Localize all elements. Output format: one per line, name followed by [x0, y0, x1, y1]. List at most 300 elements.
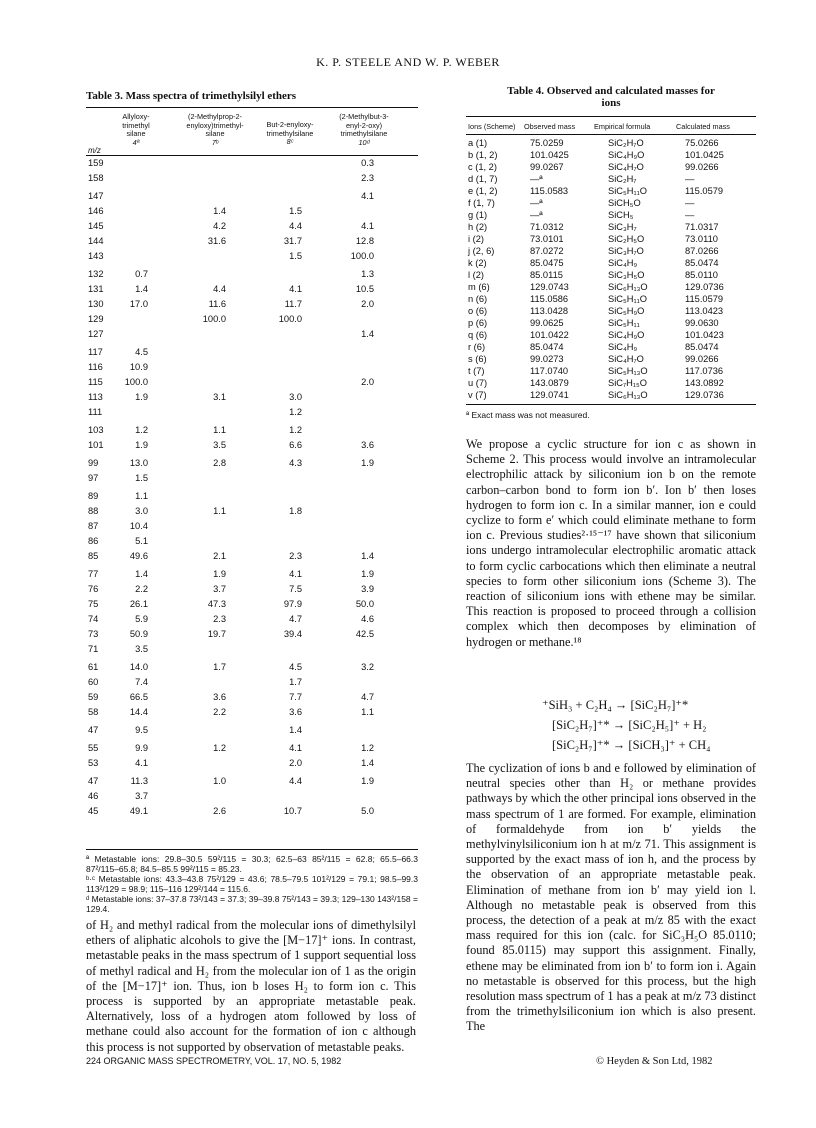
- table3-bottom-rule: [86, 849, 418, 850]
- table4-cell: 143.0879: [530, 378, 569, 388]
- table4-cell: 101.0425: [530, 150, 569, 160]
- table3-cell-mz: 144: [88, 236, 104, 246]
- table3-row: [86, 425, 416, 436]
- table3-row: [86, 584, 416, 595]
- table3-cell: 2.3: [361, 173, 374, 183]
- table3-cell-mz: 75: [88, 599, 99, 609]
- table4-row: [466, 173, 756, 185]
- table3-cell: 1.9: [361, 458, 374, 468]
- table3-row: [86, 299, 416, 310]
- table3-row: [86, 614, 416, 625]
- table4-row: [466, 233, 756, 245]
- table3-row: [86, 314, 416, 325]
- table4-cell: SiC₇H₁₅O: [608, 378, 648, 388]
- table3-cell: 5.0: [361, 806, 374, 816]
- table3-cell-mz: 74: [88, 614, 99, 624]
- table3-cell-mz: 111: [88, 407, 103, 417]
- table4-bottom-rule: [466, 404, 756, 405]
- table3-cell: 1.9: [135, 440, 148, 450]
- table3-cell-mz: 147: [88, 191, 104, 201]
- table4-cell: 99.0266: [685, 162, 719, 172]
- table3-cell-mz: 61: [88, 662, 99, 672]
- table3-row: [86, 707, 416, 718]
- table3-cell: 4.4: [289, 221, 302, 231]
- table3-row: [86, 221, 416, 232]
- table4-footnote: ª Exact mass was not measured.: [466, 410, 590, 420]
- table3-cell: 1.5: [289, 251, 302, 261]
- table3-header-col4: (2-Methylbut-3- enyl-2-oxy) trimethylsilane 10ᵈ: [339, 112, 389, 147]
- table3-cell: 7.5: [289, 584, 302, 594]
- table4-cell: —ª: [530, 174, 543, 184]
- table3-cell: 2.1: [213, 551, 226, 561]
- table4-cell: 115.0586: [530, 294, 569, 304]
- table3-cell-mz: 115: [88, 377, 103, 387]
- table4-cell: 115.0579: [685, 294, 724, 304]
- table4-cell: s (6): [468, 354, 487, 364]
- table4-cell: SiC₅H₁₃O: [608, 366, 648, 376]
- table4-cell: SiC₂H₇: [608, 174, 637, 184]
- table3-cell: 1.7: [213, 662, 226, 672]
- table3-cell: 19.7: [207, 629, 226, 639]
- table3-cell: 10.4: [129, 521, 148, 531]
- table3-row: [86, 392, 416, 403]
- table4-row: [466, 365, 756, 377]
- table4-cell: SiC₂H₇O: [608, 138, 644, 148]
- table4-cell: 85.0475: [530, 258, 564, 268]
- table4-cell: 85.0474: [685, 342, 719, 352]
- table3-cell: 100.0: [350, 251, 374, 261]
- table4-cell: —ª: [530, 210, 543, 220]
- table4-cell: 129.0743: [530, 282, 569, 292]
- table3-cell: 1.9: [213, 569, 226, 579]
- table3-cell-mz: 97: [88, 473, 99, 483]
- table3-row: [86, 506, 416, 517]
- table3-cell: 7.7: [289, 692, 302, 702]
- table4-cell: 101.0423: [685, 330, 724, 340]
- table3-cell: 2.8: [213, 458, 226, 468]
- table3-header-mz: m/z: [88, 146, 101, 155]
- table3-cell: 1.1: [213, 506, 226, 516]
- table3-cell-mz: 53: [88, 758, 99, 768]
- table3-row: [86, 677, 416, 688]
- table3-row: [86, 491, 416, 502]
- table3-cell-mz: 58: [88, 707, 99, 717]
- table3-cell: 1.0: [213, 776, 226, 786]
- table4-cell: 87.0266: [685, 246, 719, 256]
- table3-footnotes: ª Metastable ions: 29.8–30.5 59²/115 = 30.3; 62.5–63 85²/115 = 62.8; 65.5–66.3 87²/115–65.8; 84.5–85.5 99²/115 = 85.23. ᵇ·ᶜ Metastable ions: 43.3–43.8 75²/129 = 43.6; 78.5–79.5 101²/129 = 79.1; 98.5–99.3 113²/129 = 98.9; 115–116 129²/144 = 115.6. ᵈ Metastable ions: 37–37.8 73²/143 = 37.3; 39–39.8 75²/143 = 39.3; 129–130 143²/158 = 129.4.: [86, 854, 418, 914]
- table3-cell-mz: 113: [88, 392, 103, 402]
- table3-header-col1: Allyloxy- trimethyl silane 4ª: [122, 112, 150, 147]
- table4-cell: g (1): [468, 210, 488, 220]
- table3-cell: 1.4: [289, 725, 302, 735]
- table3-cell: 39.4: [283, 629, 302, 639]
- table3-row: [86, 173, 416, 184]
- table3-cell: 100.0: [278, 314, 302, 324]
- left-paragraph: of H₂ and methyl radical from the molecular ions of dimethylsilyl ethers of aliphatic alcohols to give the [M−17]⁺ ions. In contrast, metastable peaks in the mass spectrum of 1 support sequential loss of methyl radical and H₂ from the molecular ion of 1 as the origin of the [M−17]⁺ ion. Thus, ion b loses H₂ to form ion c. This process is supported by an appropriate metastable peak. Alternatively, loss of a hydrogen atom followed by loss of methane could also account for the formation of ion c although this process is not supported by observation of metastable peaks.: [86, 918, 416, 1054]
- table3-cell: 1.3: [361, 269, 374, 279]
- table3-cell-mz: 132: [88, 269, 104, 279]
- table3-cell-mz: 117: [88, 347, 103, 357]
- table3-row: [86, 269, 416, 280]
- table3-cell: 17.0: [129, 299, 148, 309]
- table3-row: [86, 725, 416, 736]
- table3-cell: 2.0: [361, 377, 374, 387]
- table3-row: [86, 551, 416, 562]
- table4-cell: —ª: [530, 198, 543, 208]
- table3-cell: 2.0: [289, 758, 302, 768]
- table4-cell: b (1, 2): [468, 150, 498, 160]
- table3-cell: 1.5: [289, 206, 302, 216]
- table3-cell-mz: 45: [88, 806, 99, 816]
- table3-cell: 3.1: [213, 392, 226, 402]
- table3-row: [86, 191, 416, 202]
- table3-cell: 4.4: [289, 776, 302, 786]
- table4-cell: c (1, 2): [468, 162, 497, 172]
- table3-row: [86, 458, 416, 469]
- table4-cell: SiC₆H₁₃O: [608, 390, 648, 400]
- table3-cell: 3.9: [361, 584, 374, 594]
- table4-row: [466, 389, 756, 401]
- table3-cell: 7.4: [135, 677, 148, 687]
- right-paragraph-1: We propose a cyclic structure for ion c as shown in Scheme 2. This process would involve an intramolecular electrophilic attack by siliconium ion b on the remote carbon–carbon bond to form ion b′. Ion b′ then loses hydrogen to form ion c. In a similar manner, ion e could cyclize to form e′ which could eliminate methane to form ion c. Previous studies²·¹⁵⁻¹⁷ have shown that siliconium ions undergo intramolecular electrophilic aromatic attack to form cyclic carbocations which then eliminate a neutral species to form other siliconium ions (Scheme 3). The reaction of siliconium ions with ethene may be similar. This reaction is proposed to proceed through a collision complex which then decomposes by elimination of hydrogen or methane.¹⁸: [466, 437, 756, 649]
- table3-cell: 4.7: [361, 692, 374, 702]
- table3-header-col2: (2-Methylprop-2- enyloxy)trimethyl- silane 7ᵇ: [186, 112, 244, 147]
- table3-cell: 3.6: [361, 440, 374, 450]
- table3-cell-mz: 87: [88, 521, 99, 531]
- table3-row: [86, 377, 416, 388]
- table4-cell: t (7): [468, 366, 485, 376]
- table3-cell-mz: 88: [88, 506, 99, 516]
- table3-cell: 4.1: [135, 758, 148, 768]
- table3-row: [86, 440, 416, 451]
- table4-cell: 73.0110: [685, 234, 718, 244]
- table3-cell: 5.1: [135, 536, 148, 546]
- table4-row: [466, 137, 756, 149]
- table3-cell: 1.2: [361, 743, 374, 753]
- table3-cell: 1.8: [289, 506, 302, 516]
- table3-cell-mz: 143: [88, 251, 104, 261]
- table4-cell: 71.0312: [530, 222, 564, 232]
- table4-row: [466, 161, 756, 173]
- table3-cell: 1.2: [213, 743, 226, 753]
- table4-cell: 99.0625: [530, 318, 564, 328]
- table3-cell: 10.5: [355, 284, 374, 294]
- table4-row: [466, 293, 756, 305]
- table3-cell-mz: 73: [88, 629, 99, 639]
- table4-cell: 101.0425: [685, 150, 724, 160]
- table3-cell: 3.5: [135, 644, 148, 654]
- table3-cell: 9.9: [135, 743, 148, 753]
- table4-cell: 85.0474: [530, 342, 564, 352]
- table3-cell: 2.0: [361, 299, 374, 309]
- table4-row: [466, 185, 756, 197]
- table3-cell: 1.7: [289, 677, 302, 687]
- table3-cell: 100.0: [124, 377, 148, 387]
- table3-cell: 1.5: [135, 473, 148, 483]
- table4-cell: 99.0273: [530, 354, 564, 364]
- table3-cell-mz: 130: [88, 299, 104, 309]
- table3-row: [86, 644, 416, 655]
- table3-cell: 2.3: [213, 614, 226, 624]
- table3-row: [86, 743, 416, 754]
- table3-cell: 2.6: [213, 806, 226, 816]
- table3-cell: 1.9: [361, 776, 374, 786]
- table3-cell-mz: 59: [88, 692, 99, 702]
- table4-cell: 113.0423: [685, 306, 724, 316]
- table3-cell: 1.4: [361, 551, 374, 561]
- table3-top-rule: [86, 107, 418, 108]
- table4-row: [466, 221, 756, 233]
- table3-cell: 13.0: [129, 458, 148, 468]
- table3-row: [86, 158, 416, 169]
- table3-row: [86, 473, 416, 484]
- table4-cell: e (1, 2): [468, 186, 498, 196]
- table3-cell: 3.6: [213, 692, 226, 702]
- table3-header-rule: [86, 155, 418, 156]
- table3-cell-mz: 55: [88, 743, 99, 753]
- table4-cell: SiC₅H₁₁O: [608, 294, 647, 304]
- table3-cell-mz: 86: [88, 536, 99, 546]
- table3-cell: 1.9: [135, 392, 148, 402]
- table3-row: [86, 236, 416, 247]
- table3-cell: 1.4: [361, 329, 374, 339]
- table3-row: [86, 362, 416, 373]
- table4-cell: 117.0736: [685, 366, 724, 376]
- table4-row: [466, 305, 756, 317]
- table4-row: [466, 245, 756, 257]
- table4-cell: 75.0266: [685, 138, 719, 148]
- table4-cell: SiC₂H₅O: [608, 234, 645, 244]
- table3-cell: 4.6: [361, 614, 374, 624]
- table3-cell: 4.4: [213, 284, 226, 294]
- table3-row: [86, 806, 416, 817]
- table3-cell: 10.7: [283, 806, 302, 816]
- table3-cell: 1.2: [289, 425, 302, 435]
- table4-row: [466, 281, 756, 293]
- table4-cell: i (2): [468, 234, 485, 244]
- table3-cell: 9.5: [135, 725, 148, 735]
- table3-row: [86, 599, 416, 610]
- table3-cell: 3.7: [213, 584, 226, 594]
- table4-cell: 101.0422: [530, 330, 569, 340]
- table4-cell: SiCH₅: [608, 210, 634, 220]
- table3-cell: 31.6: [207, 236, 226, 246]
- footer-journal: 224 ORGANIC MASS SPECTROMETRY, VOL. 17, NO. 5, 1982: [86, 1056, 342, 1066]
- table3-cell: 1.4: [135, 569, 148, 579]
- table3-cell: 4.1: [361, 191, 374, 201]
- table4-cell: h (2): [468, 222, 488, 232]
- table4-cell: 115.0583: [530, 186, 569, 196]
- table4-row: [466, 269, 756, 281]
- table3-cell-mz: 159: [88, 158, 104, 168]
- table3-cell: 1.4: [213, 206, 226, 216]
- running-head: K. P. STEELE AND W. P. WEBER: [316, 55, 500, 69]
- table3-cell: 4.1: [289, 284, 302, 294]
- table3-cell: 3.7: [135, 791, 148, 801]
- table3-cell-mz: 99: [88, 458, 99, 468]
- table3-cell: 2.2: [135, 584, 148, 594]
- table4-cell: SiC₃H₇: [608, 222, 637, 232]
- table3-cell: 3.2: [361, 662, 374, 672]
- table4-cell: 129.0736: [685, 390, 724, 400]
- table3-cell: 2.3: [289, 551, 302, 561]
- table3-row: [86, 692, 416, 703]
- table4-header-row: Ions (Scheme) Observed mass Empirical formula Calculated mass: [468, 122, 730, 131]
- table4-cell: 99.0266: [685, 354, 719, 364]
- table3-row: [86, 329, 416, 340]
- table4-cell: SiC₄H₇O: [608, 354, 644, 364]
- table3-cell: 3.0: [135, 506, 148, 516]
- table4-row: [466, 329, 756, 341]
- table3-cell: 49.6: [129, 551, 148, 561]
- table3-cell: 4.2: [213, 221, 226, 231]
- table4-cell: n (6): [468, 294, 488, 304]
- table3-row: [86, 521, 416, 532]
- table4-row: [466, 209, 756, 221]
- table4-cell: 85.0474: [685, 258, 719, 268]
- table4-cell: 99.0267: [530, 162, 564, 172]
- table4-cell: 113.0428: [530, 306, 569, 316]
- table3-cell-mz: 101: [88, 440, 104, 450]
- table4-cell: SiC₆H₁₃O: [608, 282, 648, 292]
- table4-cell: v (7): [468, 390, 487, 400]
- table3-cell: 50.0: [355, 599, 374, 609]
- table3-row: [86, 347, 416, 358]
- table3-cell: 11.6: [208, 299, 226, 309]
- table3-cell: 50.9: [129, 629, 148, 639]
- table4-cell: SiC₃H₅O: [608, 270, 645, 280]
- table4-row: [466, 197, 756, 209]
- table4-cell: o (6): [468, 306, 488, 316]
- table4-cell: 129.0736: [685, 282, 724, 292]
- table3-cell: 1.1: [361, 707, 374, 717]
- table4-cell: SiC₄H₉: [608, 342, 638, 352]
- table3-cell: 1.1: [213, 425, 226, 435]
- table4-cell: SiC₄H₇O: [608, 162, 644, 172]
- table3-cell-mz: 71: [88, 644, 99, 654]
- table4-cell: q (6): [468, 330, 488, 340]
- table3-cell-mz: 85: [88, 551, 99, 561]
- table3-cell: 47.3: [207, 599, 226, 609]
- table3-cell: 1.4: [361, 758, 374, 768]
- table4-cell: 71.0317: [685, 222, 719, 232]
- table3-cell-mz: 77: [88, 569, 99, 579]
- table3-cell-mz: 47: [88, 725, 99, 735]
- table3-cell: 3.6: [289, 707, 302, 717]
- table4-cell: SiC₄H₉: [608, 258, 638, 268]
- table4-cell: 129.0741: [530, 390, 569, 400]
- table4-cell: l (2): [468, 270, 485, 280]
- table4-cell: m (6): [468, 282, 490, 292]
- table4-row: [466, 341, 756, 353]
- table3-cell: 3.5: [213, 440, 226, 450]
- table3-cell: 11.3: [130, 776, 148, 786]
- table3-row: [86, 251, 416, 262]
- table4-cell: 85.0110: [685, 270, 718, 280]
- table4-title: Table 4. Observed and calculated masses for ions: [507, 85, 715, 109]
- table3-cell: 0.3: [361, 158, 374, 168]
- table3-header-col3: But-2-enyloxy- trimethylsilane 8ᶜ: [266, 120, 314, 146]
- table4-cell: k (2): [468, 258, 487, 268]
- table3-cell: 1.2: [289, 407, 302, 417]
- table3-cell-mz: 129: [88, 314, 104, 324]
- table3-cell: 14.4: [129, 707, 148, 717]
- table3-row: [86, 776, 416, 787]
- table4-cell: 75.0259: [530, 138, 564, 148]
- equation-1: ⁺SiH₃ + C₂H₄ → [SiC₂H₇]⁺*: [542, 698, 689, 712]
- table4-cell: SiC₄H₉O: [608, 150, 645, 160]
- table4-cell: u (7): [468, 378, 488, 388]
- footer-copyright: © Heyden & Son Ltd, 1982: [596, 1056, 713, 1067]
- table3-row: [86, 791, 416, 802]
- table3-cell: 12.8: [355, 236, 374, 246]
- table3-cell: 4.7: [289, 614, 302, 624]
- table3-cell: 49.1: [129, 806, 148, 816]
- equation-2: [SiC₂H₇]⁺* → [SiC₂H₅]⁺ + H₂: [552, 718, 707, 732]
- table4-header-rule: [466, 134, 756, 135]
- table4-row: [466, 353, 756, 365]
- table4-cell: —: [685, 210, 695, 220]
- table3-row: [86, 758, 416, 769]
- table3-cell: 4.5: [289, 662, 302, 672]
- table3-row: [86, 569, 416, 580]
- table3-cell: 4.1: [289, 743, 302, 753]
- table4-row: [466, 377, 756, 389]
- table3-cell: 66.5: [129, 692, 148, 702]
- table4-cell: d (1, 7): [468, 174, 498, 184]
- table3-cell: 4.3: [289, 458, 302, 468]
- table4-cell: SiC₅H₉O: [608, 306, 645, 316]
- table3-cell-mz: 47: [88, 776, 99, 786]
- table3-cell: 26.1: [129, 599, 148, 609]
- table4-cell: r (6): [468, 342, 486, 352]
- table3-cell: 1.2: [135, 425, 148, 435]
- table4-cell: SiC₅H₁₁: [608, 318, 640, 328]
- table4-cell: SiC₄H₉O: [608, 330, 645, 340]
- table4-cell: p (6): [468, 318, 488, 328]
- table3-cell-mz: 145: [88, 221, 104, 231]
- table4-cell: SiCH₅O: [608, 198, 641, 208]
- table3-cell: 4.1: [361, 221, 374, 231]
- table4-cell: SiC₃H₇O: [608, 246, 644, 256]
- table4-cell: 117.0740: [530, 366, 569, 376]
- table3-cell: 31.7: [283, 236, 302, 246]
- table3-row: [86, 536, 416, 547]
- table3-cell: 1.1: [135, 491, 148, 501]
- table3-cell: 42.5: [355, 629, 374, 639]
- table4-row: [466, 317, 756, 329]
- table4-cell: 115.0579: [685, 186, 724, 196]
- table3-cell: 11.7: [284, 299, 302, 309]
- table3-cell: 97.9: [283, 599, 302, 609]
- table3-cell: 2.2: [213, 707, 226, 717]
- table3-cell-mz: 158: [88, 173, 104, 183]
- table3-cell-mz: 46: [88, 791, 99, 801]
- table4-cell: 73.0101: [530, 234, 564, 244]
- table3-cell-mz: 146: [88, 206, 104, 216]
- table3-cell: 14.0: [129, 662, 148, 672]
- table3-cell: 100.0: [202, 314, 226, 324]
- table3-cell: 3.0: [289, 392, 302, 402]
- table3-cell: 4.1: [289, 569, 302, 579]
- table3-cell: 6.6: [289, 440, 302, 450]
- table4-cell: a (1): [468, 138, 488, 148]
- table3-cell: 1.9: [361, 569, 374, 579]
- table4-cell: f (1, 7): [468, 198, 495, 208]
- table3-cell-mz: 116: [88, 362, 103, 372]
- table3-cell: 4.5: [135, 347, 148, 357]
- right-paragraph-2: The cyclization of ions b and e followed by elimination of neutral species other than H₂ or methane provides pathways by which the other principal ions observed in the mass spectrum of 1 are formed. For example, elimination of formaldehyde from ion b′ yields the methylvinylsiliconium ion h at m/z 71. This assignment is supported by the exact mass of ion h, and the process by the observation of an appropriate metastable peak. Elimination of methane from ion b′ may yield ion l. Although no metastable peak is observed from this process, the detection of a peak at m/z 85 with the exact mass required for this ion (calc. for SiC₃H₅O 85.0110; found 85.0115) may support this assignment. Finally, ethene may be eliminated from ion b′ to form ion i. Again no metastable is observed for this process, but the high resolution mass spectrum of 1 has a peak at m/z 73 distinct from the trimethylsiliconium ion which is also present. The: [466, 761, 756, 1034]
